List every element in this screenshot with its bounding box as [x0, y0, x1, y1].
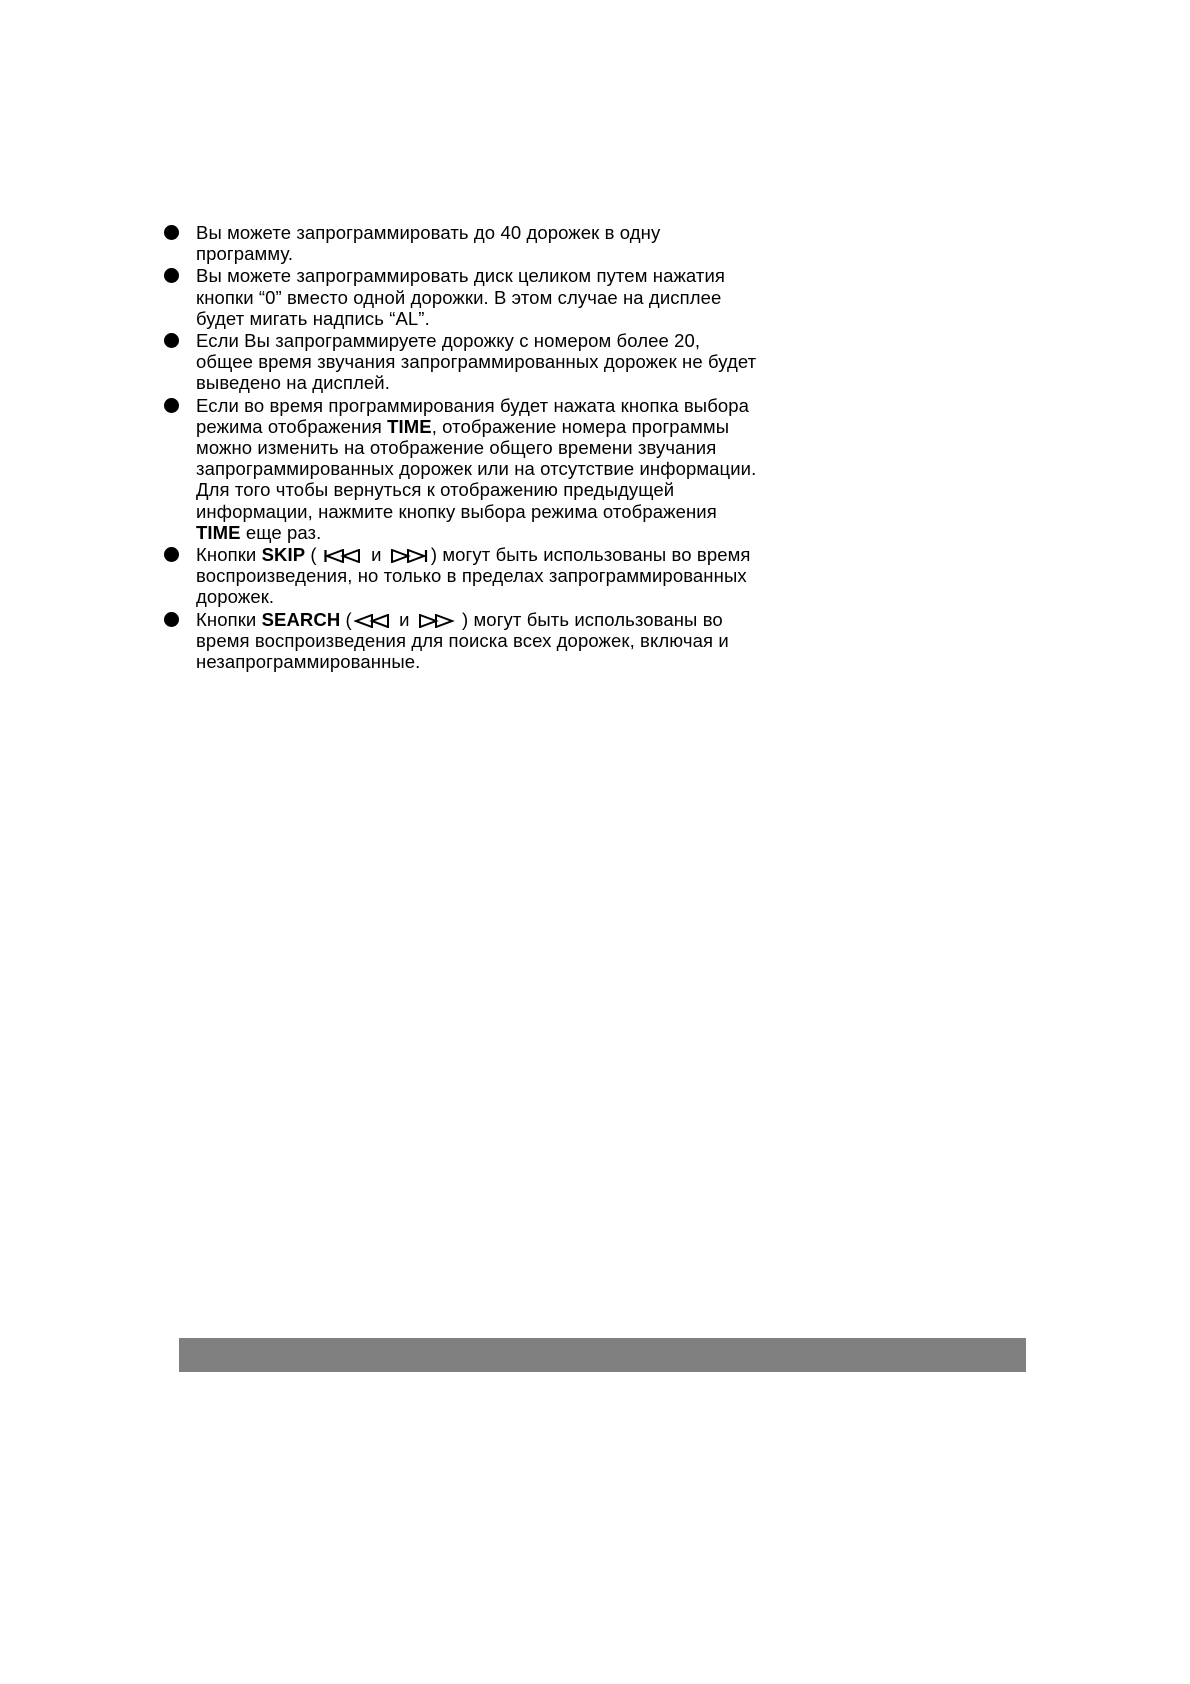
footer-bar — [179, 1338, 1026, 1372]
text-segment: ) могут быть использованы во время воспроизведения для поиска всех дорожек, включая и незапрограммированные. — [196, 608, 729, 673]
list-item — [160, 265, 760, 329]
list-item — [160, 395, 760, 543]
note-max-tracks: Вы можете запрограммировать до 40 дорожек в одну программу. — [196, 222, 661, 265]
search-button-label: SEARCH — [261, 608, 341, 630]
note-track-over-20: Если Вы запрограммируете дорожку с номером более 20, общее время звучания запрограммированных дорожек не будет выведено на дисплей. — [196, 330, 757, 394]
bullet-icon — [164, 547, 179, 562]
skip-back-icon — [324, 549, 364, 563]
text-segment: Кнопки — [196, 544, 262, 566]
text-segment: Если во время программирования будет нажата кнопка выбора режима отображения — [196, 394, 750, 437]
bullet-icon — [164, 333, 179, 348]
bullet-icon — [164, 398, 179, 413]
text-segment: и — [365, 544, 387, 566]
time-button-label: TIME — [196, 521, 241, 543]
text-segment: ) могут быть использованы во время воспроизведения, но только в пределах запрограммированных дорожек. — [196, 544, 751, 608]
skip-forward-icon — [389, 549, 429, 563]
search-back-icon — [354, 614, 392, 628]
text-segment: , отображение номера программы можно изменить на отображение общего времени звучания запрограммированных дорожек или на отсутствие информации. Для того чтобы вернуться к отображению предыдущей информации, нажмите кнопку выбора режима отображения — [196, 415, 757, 522]
list-item — [160, 609, 760, 673]
list-item — [160, 222, 760, 264]
text-segment: ( — [305, 544, 322, 566]
list-item — [160, 544, 760, 608]
note-skip-buttons — [196, 544, 751, 607]
note-whole-disc: Вы можете запрограммировать диск целиком путем нажатия кнопки “0” вместо одной дорожки. В этом случае на дисплее будет мигать надпись “AL”. — [196, 265, 726, 329]
note-time-button — [196, 395, 756, 543]
text-segment: ( — [340, 608, 352, 630]
text-segment: еще раз. — [240, 521, 322, 543]
skip-button-label: SKIP — [261, 544, 306, 566]
text-segment: и — [393, 608, 415, 630]
time-button-label: TIME — [387, 415, 432, 437]
bullet-icon — [164, 225, 179, 240]
search-forward-icon — [417, 614, 455, 628]
bullet-icon — [164, 612, 179, 627]
text-segment: Кнопки — [196, 608, 262, 630]
list-item — [160, 330, 760, 394]
bullet-icon — [164, 268, 179, 283]
note-search-buttons — [196, 609, 729, 672]
programming-notes-list — [160, 222, 760, 673]
